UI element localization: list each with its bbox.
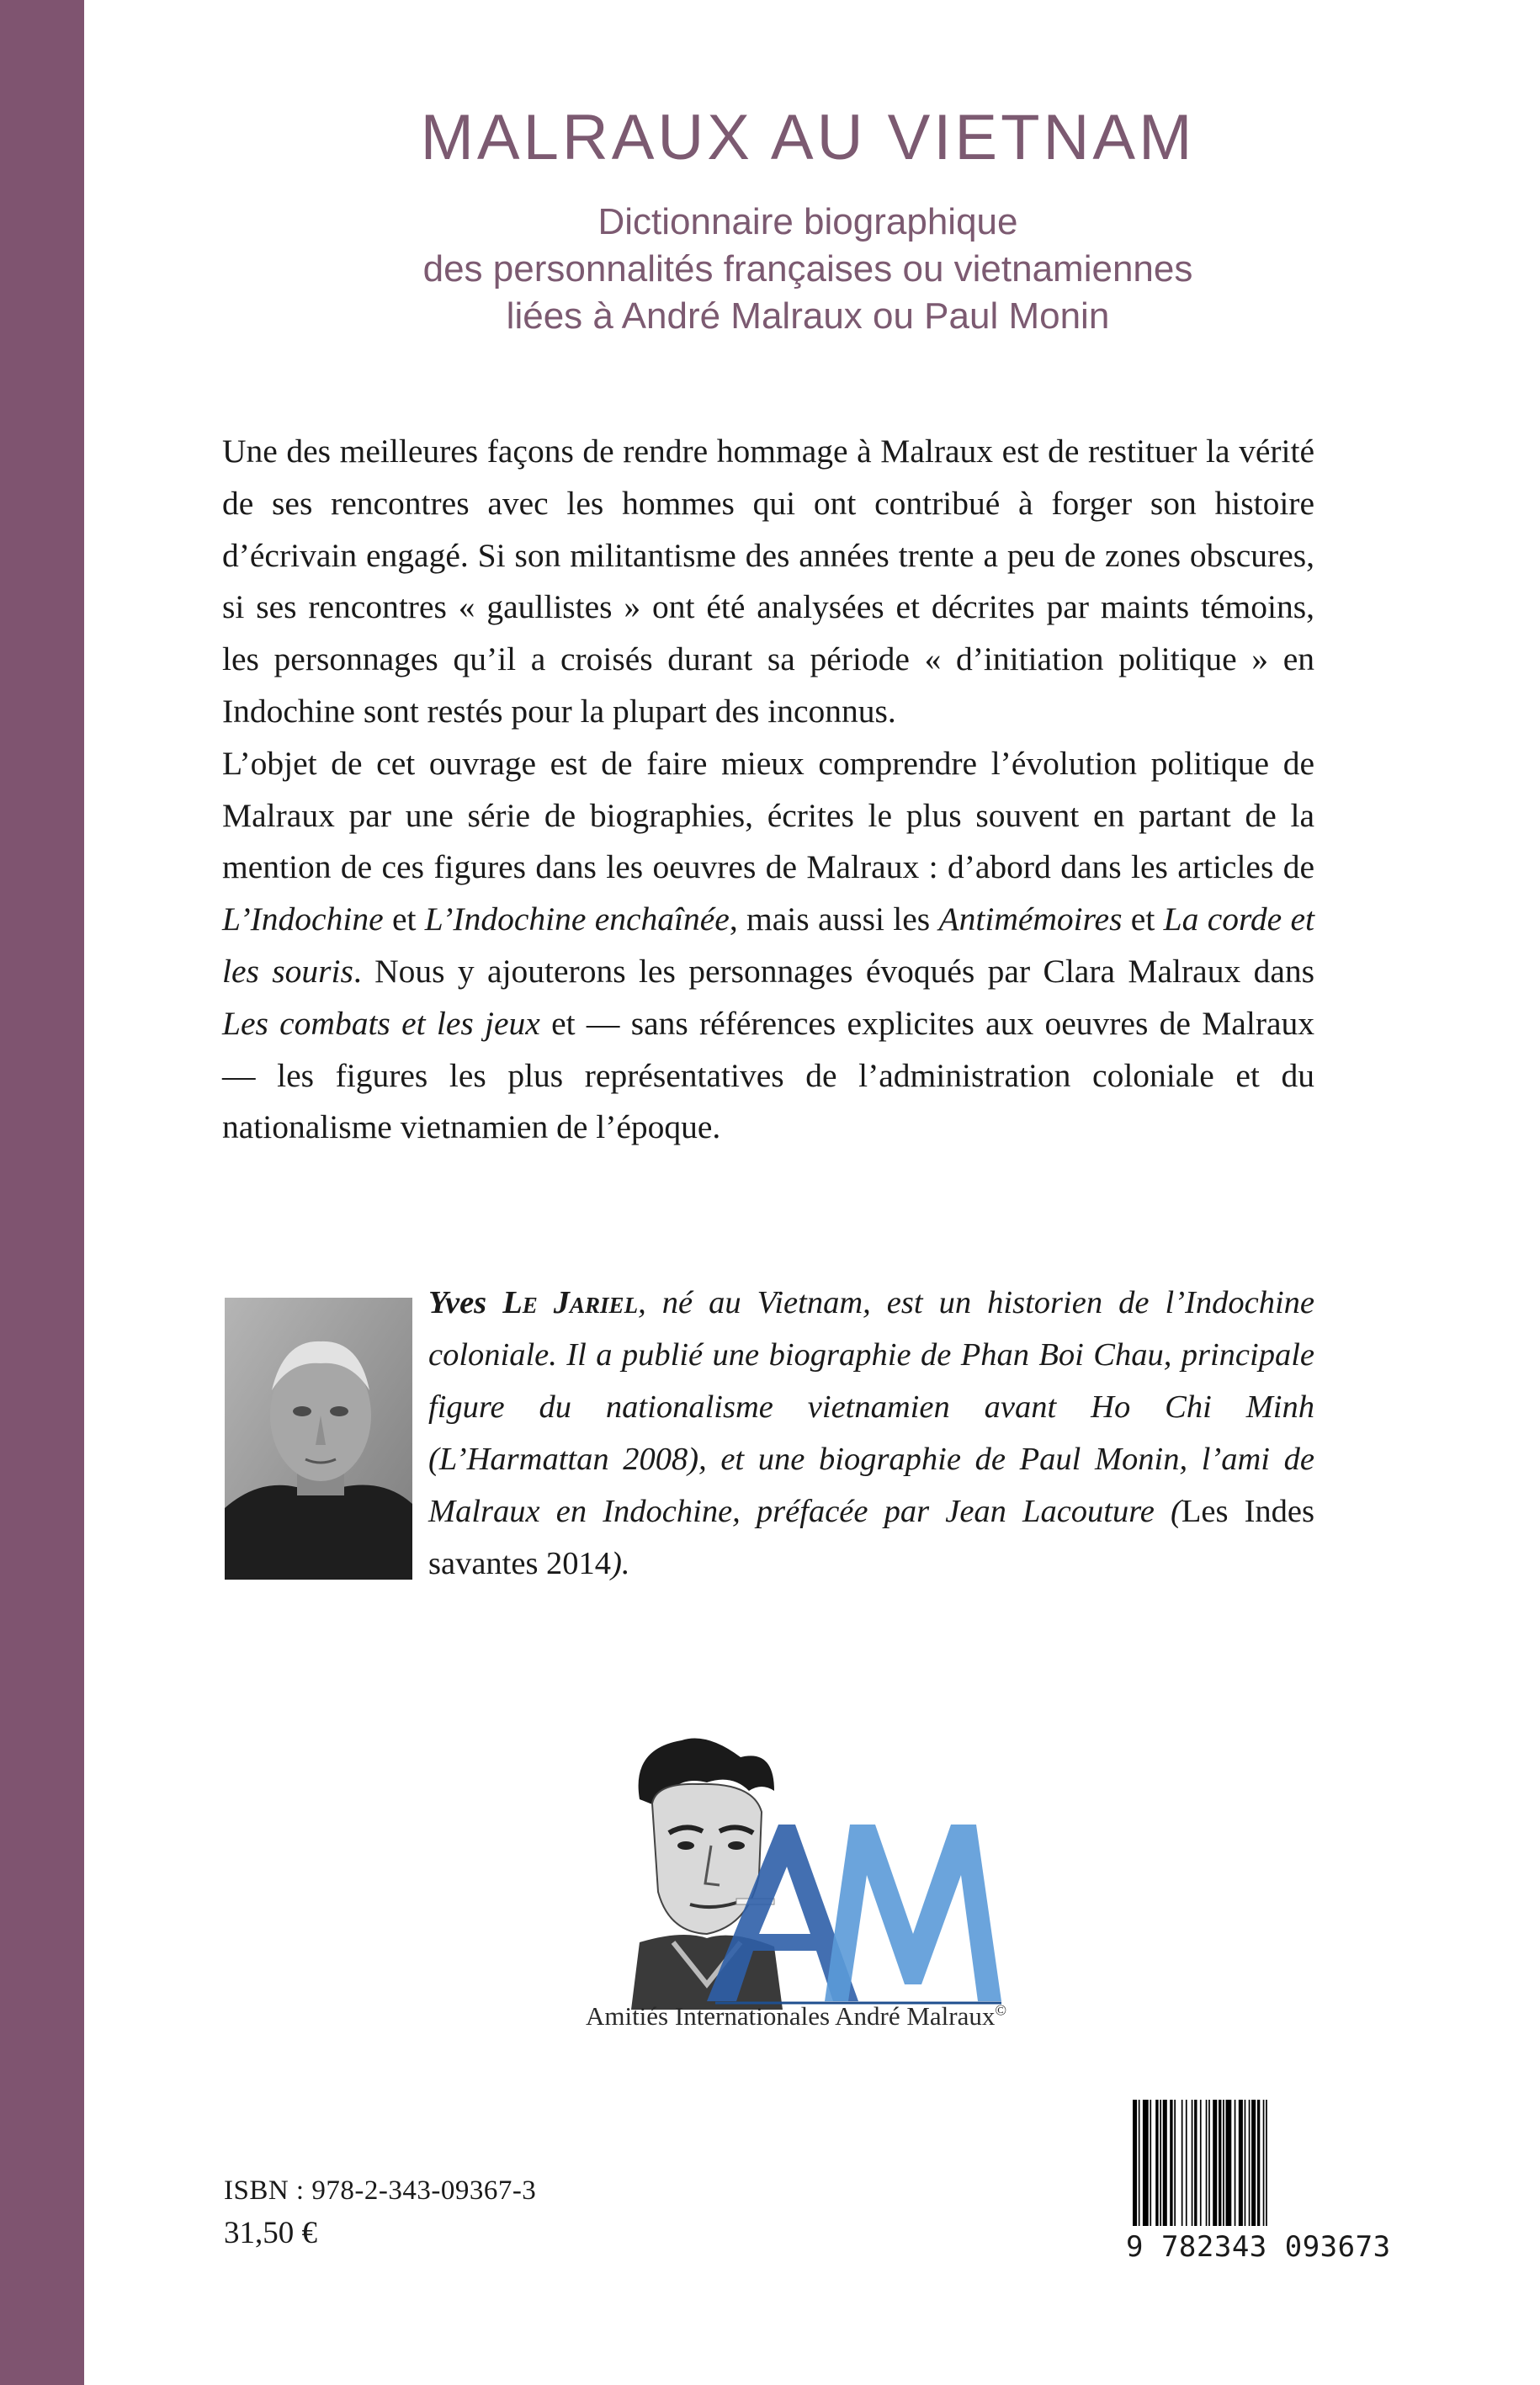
barcode-bar <box>1186 2100 1187 2226</box>
barcode-bar <box>1163 2100 1167 2226</box>
author-publisher: Les Indes savantes 2014 <box>428 1494 1314 1581</box>
book-title-ref: La corde et les souris <box>222 900 1314 990</box>
subtitle-line: Dictionnaire biographique <box>597 201 1018 242</box>
text-run: et <box>1122 900 1164 938</box>
blurb-paragraph-1: Une des meilleures façons de rendre hommage à Malraux est de restituer la vérité de ses rencontres avec les hommes qui ont contribué à forger son histoire d’écrivain engagé. Si son militantisme des années trente a peu de zones obscures, si ses rencontres « gaullistes » ont été analysées et décrites par maints témoins, les personnages qu’il a croisés durant sa période « d’initiation politique » en Indochine sont restés pour la plupart des inconnus. <box>222 433 1314 730</box>
logo-caption <box>577 2001 1015 2032</box>
blurb <box>222 426 1314 1154</box>
barcode-bar <box>1194 2100 1197 2226</box>
author-bio-text-end: ). <box>611 1546 630 1581</box>
barcode-bar <box>1170 2100 1172 2226</box>
barcode-bar <box>1133 2100 1137 2226</box>
blurb-paragraph-2 <box>222 738 1314 1154</box>
text-run: . Nous y ajouterons les personnages évoqués par Clara Malraux dans <box>353 952 1315 990</box>
barcode-bar <box>1160 2100 1161 2226</box>
barcode-digits: 9 782343 093673 <box>1126 2230 1391 2264</box>
barcode-bar <box>1155 2100 1158 2226</box>
barcode-bar <box>1208 2100 1210 2226</box>
book-title-ref: L’Indochine <box>222 900 384 938</box>
barcode-bar <box>1174 2100 1176 2226</box>
subtitle-line: liées à André Malraux ou Paul Monin <box>506 295 1110 337</box>
isbn: ISBN : 978-2-343-09367-3 <box>224 2175 537 2206</box>
barcode-bar <box>1257 2100 1260 2226</box>
text-run: et — sans références explicites aux oeuvres de Malraux — les figures les plus représentatives de l’administration coloniale et du nationalisme vietnamien de l’époque. <box>222 1004 1315 1146</box>
book-subtitle <box>168 199 1447 340</box>
barcode-bar <box>1206 2100 1208 2226</box>
barcode-bar <box>1200 2100 1202 2226</box>
barcode-bar <box>1245 2100 1246 2226</box>
barcode-bar <box>1249 2100 1251 2226</box>
association-logo <box>581 1732 1035 2043</box>
copyright-mark: © <box>995 2001 1007 2019</box>
book-title-ref: L’Indochine enchaînée <box>424 900 730 938</box>
barcode-bar <box>1223 2100 1224 2226</box>
subtitle-line: des personnalités françaises ou vietnamiennes <box>422 248 1193 289</box>
author-bio-text: , né au Vietnam, est un historien de l’Indochine coloniale. Il a publié une biographie de Phan Boi Chau, principale figure du nationalisme vietnamien avant Ho Chi Minh (L’Harmattan 2008), et une biographie de Paul Monin, l’ami de Malraux en Indochine, préfacée par Jean Lacouture ( <box>428 1285 1314 1529</box>
barcode-bars <box>1126 2100 1378 2226</box>
barcode-bar <box>1251 2100 1256 2226</box>
barcode-bar <box>1219 2100 1221 2226</box>
spine-band <box>0 0 84 2385</box>
barcode-bar <box>1139 2100 1140 2226</box>
text-run: , mais aussi les <box>729 900 939 938</box>
barcode-bar <box>1263 2100 1265 2226</box>
barcode-bar <box>1239 2100 1243 2226</box>
author-last-name: Le Jariel <box>502 1285 639 1320</box>
logo-caption-text: Amitiés Internationales André Malraux <box>585 2001 996 2031</box>
text-run: et <box>383 900 425 938</box>
book-title-ref: Antimémoires <box>938 900 1123 938</box>
barcode-bar <box>1226 2100 1232 2226</box>
barcode-bar <box>1182 2100 1183 2226</box>
barcode-bar <box>1266 2100 1267 2226</box>
price: 31,50 € <box>224 2216 317 2250</box>
text-run: L’objet de cet ouvrage est de faire mieux comprendre l’évolution politique de Malraux par une série de biographies, écrites le plus souvent en partant de la mention de ces figures dans les oeuvres de Malraux : d’abord dans les articles de <box>222 744 1314 886</box>
book-title: MALRAUX AU VIETNAM <box>420 102 1196 173</box>
barcode-bar <box>1150 2100 1151 2226</box>
author-bio <box>428 1277 1314 1590</box>
book-title-ref: Les combats et les jeux <box>222 1004 540 1042</box>
barcode-bar <box>1235 2100 1236 2226</box>
barcode-bar <box>1192 2100 1193 2226</box>
author-photo <box>225 1298 412 1580</box>
barcode-bar <box>1143 2100 1149 2226</box>
author-portrait-image <box>225 1298 412 1580</box>
malraux-portrait-logo-icon <box>581 1732 1035 2043</box>
author-first-name: Yves <box>428 1285 503 1320</box>
barcode-bar <box>1213 2100 1217 2226</box>
